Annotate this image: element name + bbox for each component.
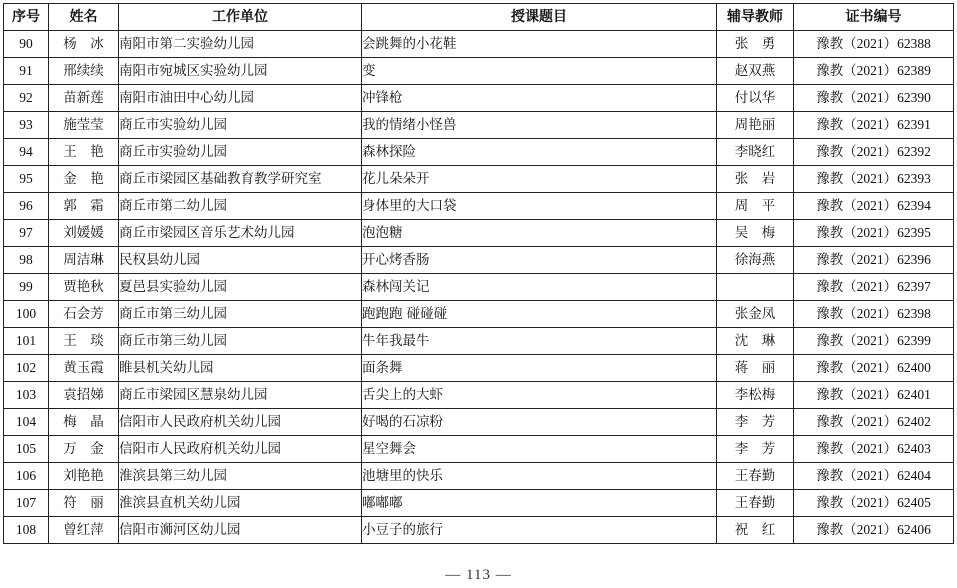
cell-index: 105 [4,436,49,463]
cell-tutor: 王春勤 [717,463,794,490]
cell-lesson-topic: 跑跑跑 碰碰碰 [362,301,717,328]
cell-work-unit: 商丘市梁园区音乐艺术幼儿园 [119,220,362,247]
cell-certificate-number: 豫教（2021）62390 [794,85,954,112]
table-row [4,490,954,517]
cell-lesson-topic: 开心烤香肠 [362,247,717,274]
cell-lesson-topic: 会跳舞的小花鞋 [362,31,717,58]
cell-index: 96 [4,193,49,220]
cell-index: 104 [4,409,49,436]
cell-name: 万 金 [49,436,119,463]
cell-lesson-topic: 身体里的大口袋 [362,193,717,220]
table-row [4,166,954,193]
cell-work-unit: 夏邑县实验幼儿园 [119,274,362,301]
cell-work-unit: 南阳市油田中心幼儿园 [119,85,362,112]
cell-work-unit: 淮滨县直机关幼儿园 [119,490,362,517]
cell-lesson-topic: 小豆子的旅行 [362,517,717,544]
table-row [4,301,954,328]
cell-index: 103 [4,382,49,409]
header-tutor: 辅导教师 [717,4,794,31]
header-lesson-topic: 授课题目 [362,4,717,31]
table-row [4,517,954,544]
table-row [4,463,954,490]
cell-lesson-topic: 冲锋枪 [362,85,717,112]
table-body [4,31,954,544]
cell-name: 王 艳 [49,139,119,166]
cell-tutor: 张 岩 [717,166,794,193]
page-number: — 113 — [445,567,512,583]
award-roster-table [3,3,954,544]
cell-work-unit: 南阳市第二实验幼儿园 [119,31,362,58]
cell-certificate-number: 豫教（2021）62389 [794,58,954,85]
table-row [4,58,954,85]
cell-certificate-number: 豫教（2021）62398 [794,301,954,328]
table-row [4,382,954,409]
cell-name: 金 艳 [49,166,119,193]
cell-name: 刘媛媛 [49,220,119,247]
cell-index: 93 [4,112,49,139]
cell-tutor: 赵双燕 [717,58,794,85]
cell-name: 贾艳秋 [49,274,119,301]
cell-work-unit: 商丘市第二幼儿园 [119,193,362,220]
cell-index: 92 [4,85,49,112]
cell-lesson-topic: 池塘里的快乐 [362,463,717,490]
cell-certificate-number: 豫教（2021）62392 [794,139,954,166]
cell-index: 100 [4,301,49,328]
cell-work-unit: 商丘市实验幼儿园 [119,112,362,139]
cell-lesson-topic: 泡泡糖 [362,220,717,247]
cell-lesson-topic: 嘟嘟嘟 [362,490,717,517]
header-index: 序号 [4,4,49,31]
cell-tutor: 张金凤 [717,301,794,328]
cell-index: 94 [4,139,49,166]
cell-tutor: 张 勇 [717,31,794,58]
table-row [4,436,954,463]
cell-lesson-topic: 星空舞会 [362,436,717,463]
cell-lesson-topic: 森林探险 [362,139,717,166]
cell-index: 108 [4,517,49,544]
cell-certificate-number: 豫教（2021）62405 [794,490,954,517]
cell-name: 曾红萍 [49,517,119,544]
cell-certificate-number: 豫教（2021）62396 [794,247,954,274]
cell-name: 王 琰 [49,328,119,355]
cell-lesson-topic: 森林闯关记 [362,274,717,301]
cell-name: 杨 冰 [49,31,119,58]
cell-certificate-number: 豫教（2021）62397 [794,274,954,301]
cell-tutor: 周艳丽 [717,112,794,139]
table-row [4,247,954,274]
cell-lesson-topic: 好喝的石凉粉 [362,409,717,436]
cell-certificate-number: 豫教（2021）62395 [794,220,954,247]
cell-lesson-topic: 我的情绪小怪兽 [362,112,717,139]
cell-certificate-number: 豫教（2021）62401 [794,382,954,409]
table-row [4,139,954,166]
cell-index: 106 [4,463,49,490]
cell-work-unit: 南阳市宛城区实验幼儿园 [119,58,362,85]
cell-work-unit: 商丘市实验幼儿园 [119,139,362,166]
table-row [4,220,954,247]
cell-name: 石会芳 [49,301,119,328]
cell-tutor: 吴 梅 [717,220,794,247]
cell-tutor: 周 平 [717,193,794,220]
cell-tutor: 蒋 丽 [717,355,794,382]
cell-lesson-topic: 变 [362,58,717,85]
cell-certificate-number: 豫教（2021）62400 [794,355,954,382]
cell-name: 符 丽 [49,490,119,517]
cell-index: 102 [4,355,49,382]
cell-name: 周洁琳 [49,247,119,274]
table-header-row [4,4,954,31]
cell-certificate-number: 豫教（2021）62393 [794,166,954,193]
table-row [4,409,954,436]
table-row [4,85,954,112]
cell-tutor: 祝 红 [717,517,794,544]
cell-index: 97 [4,220,49,247]
cell-work-unit: 商丘市梁园区慧泉幼儿园 [119,382,362,409]
cell-name: 梅 晶 [49,409,119,436]
cell-tutor: 付以华 [717,85,794,112]
cell-work-unit: 淮滨县第三幼儿园 [119,463,362,490]
header-work-unit: 工作单位 [119,4,362,31]
cell-name: 黄玉霞 [49,355,119,382]
cell-index: 98 [4,247,49,274]
table-row [4,193,954,220]
cell-work-unit: 商丘市第三幼儿园 [119,328,362,355]
cell-name: 苗新莲 [49,85,119,112]
cell-lesson-topic: 花儿朵朵开 [362,166,717,193]
cell-certificate-number: 豫教（2021）62402 [794,409,954,436]
cell-name: 施莹莹 [49,112,119,139]
cell-work-unit: 商丘市第三幼儿园 [119,301,362,328]
cell-index: 99 [4,274,49,301]
cell-index: 90 [4,31,49,58]
cell-index: 91 [4,58,49,85]
document-page [3,3,953,544]
cell-lesson-topic: 舌尖上的大虾 [362,382,717,409]
cell-work-unit: 睢县机关幼儿园 [119,355,362,382]
cell-name: 袁招娣 [49,382,119,409]
cell-lesson-topic: 牛年我最牛 [362,328,717,355]
table-row [4,274,954,301]
cell-index: 95 [4,166,49,193]
cell-index: 107 [4,490,49,517]
cell-work-unit: 信阳市浉河区幼儿园 [119,517,362,544]
header-certificate-number: 证书编号 [794,4,954,31]
cell-work-unit: 信阳市人民政府机关幼儿园 [119,436,362,463]
cell-tutor: 沈 琳 [717,328,794,355]
cell-tutor: 李 芳 [717,436,794,463]
cell-certificate-number: 豫教（2021）62394 [794,193,954,220]
cell-work-unit: 信阳市人民政府机关幼儿园 [119,409,362,436]
cell-certificate-number: 豫教（2021）62399 [794,328,954,355]
cell-index: 101 [4,328,49,355]
cell-certificate-number: 豫教（2021）62404 [794,463,954,490]
table-row [4,112,954,139]
cell-name: 刘艳艳 [49,463,119,490]
cell-work-unit: 民权县幼儿园 [119,247,362,274]
cell-certificate-number: 豫教（2021）62406 [794,517,954,544]
table-row [4,355,954,382]
cell-name: 郭 霜 [49,193,119,220]
cell-tutor: 王春勤 [717,490,794,517]
header-name: 姓名 [49,4,119,31]
cell-tutor: 李晓红 [717,139,794,166]
cell-work-unit: 商丘市梁园区基础教育教学研究室 [119,166,362,193]
cell-lesson-topic: 面条舞 [362,355,717,382]
cell-tutor [717,274,794,301]
table-row [4,31,954,58]
table-row [4,328,954,355]
cell-name: 邢续续 [49,58,119,85]
cell-certificate-number: 豫教（2021）62391 [794,112,954,139]
cell-tutor: 李松梅 [717,382,794,409]
cell-certificate-number: 豫教（2021）62388 [794,31,954,58]
cell-tutor: 徐海燕 [717,247,794,274]
cell-certificate-number: 豫教（2021）62403 [794,436,954,463]
cell-tutor: 李 芳 [717,409,794,436]
